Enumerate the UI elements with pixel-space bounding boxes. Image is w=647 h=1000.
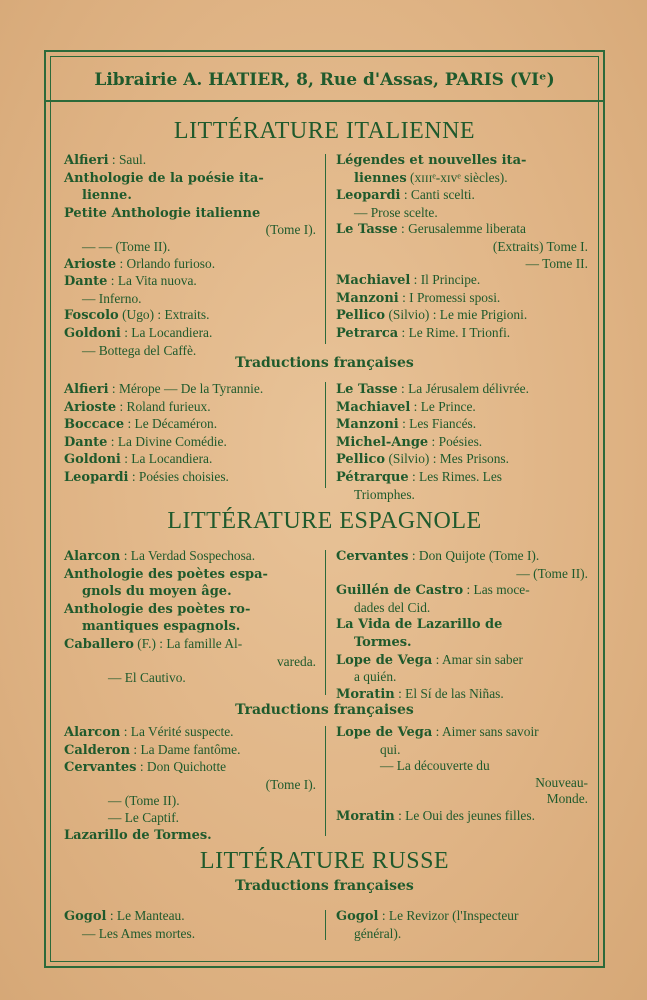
work-title: : Les Fiancés. bbox=[398, 416, 477, 432]
catalog-entry bbox=[64, 654, 316, 671]
catalog-entry bbox=[336, 205, 588, 222]
author-name: Moratin bbox=[336, 686, 395, 702]
author-name: Le Tasse bbox=[336, 382, 398, 397]
catalog-entry bbox=[64, 205, 316, 223]
italian-trad-right-list bbox=[336, 381, 588, 503]
catalog-entry bbox=[64, 399, 316, 417]
author-name: Goldoni bbox=[64, 325, 121, 341]
author-name: Manzoni bbox=[336, 290, 399, 306]
catalog-entry bbox=[64, 583, 316, 601]
column-divider bbox=[325, 726, 326, 836]
work-title: : Le Manteau. bbox=[106, 908, 185, 923]
author-name: Guillén de Castro bbox=[336, 583, 464, 599]
author-name: Pellico bbox=[336, 308, 386, 324]
author-name: liennes bbox=[354, 170, 407, 186]
author-name: Cervantes bbox=[336, 549, 409, 564]
work-title: : Saul. bbox=[108, 152, 147, 167]
work-title: : Canti scelti. bbox=[400, 187, 475, 203]
author-name: Légendes et nouvelles ita- bbox=[336, 153, 527, 168]
work-title: : La Dame fantôme. bbox=[130, 741, 241, 757]
work-title: : Don Quichotte bbox=[136, 759, 227, 775]
work-title: : La Divine Comédie. bbox=[107, 433, 227, 449]
author-name: Anthologie des poètes ro- bbox=[64, 601, 251, 617]
work-title: : Il Principe. bbox=[410, 272, 481, 288]
work-title: : La Locandiera. bbox=[120, 451, 213, 467]
catalog-entry bbox=[64, 451, 316, 469]
author-name: Anthologie des poètes espa- bbox=[64, 566, 268, 582]
author-name: Anthologie de la poésie ita- bbox=[64, 170, 264, 186]
work-title: : Le Décaméron. bbox=[124, 416, 218, 432]
author-name: Arioste bbox=[64, 399, 117, 415]
work-title: — La découverte du bbox=[380, 758, 490, 774]
catalog-entry bbox=[336, 239, 588, 256]
author-name: Alfieri bbox=[64, 153, 109, 168]
work-title: (Silvio) : Mes Prisons. bbox=[385, 451, 509, 467]
work-title: : La Verdad Sospechosa. bbox=[120, 548, 256, 563]
work-title: (Tome I). bbox=[265, 222, 316, 238]
author-name: Lazarillo de Tormes. bbox=[64, 827, 212, 843]
author-name: Pellico bbox=[336, 452, 386, 468]
catalog-entry bbox=[336, 399, 588, 417]
catalog-entry bbox=[64, 793, 316, 810]
author-name: Gogol bbox=[336, 909, 379, 924]
catalog-entry bbox=[336, 381, 588, 399]
catalog-entry bbox=[336, 808, 588, 826]
catalog-entry bbox=[336, 152, 588, 170]
spanish-trad-left-list bbox=[64, 724, 316, 844]
author-name: Gogol bbox=[64, 909, 107, 924]
catalog-entry bbox=[336, 451, 588, 469]
column-divider bbox=[325, 550, 326, 695]
work-title: : Le Oui des jeunes filles. bbox=[394, 807, 535, 823]
author-name: Tormes. bbox=[354, 634, 412, 650]
work-title: a quién. bbox=[354, 669, 397, 685]
catalog-entry bbox=[64, 239, 316, 256]
catalog-entry bbox=[336, 582, 588, 600]
catalog-entry bbox=[64, 273, 316, 291]
work-title: : La Vérité suspecte. bbox=[120, 724, 234, 739]
catalog-entry bbox=[64, 636, 316, 654]
spanish-translations-title: Traductions françaises bbox=[235, 702, 414, 718]
column-divider bbox=[325, 910, 326, 940]
catalog-entry bbox=[64, 566, 316, 584]
work-title: : Gerusalemme liberata bbox=[397, 221, 526, 237]
catalog-entry bbox=[336, 469, 588, 487]
catalog-entry bbox=[336, 548, 588, 566]
author-name: mantiques espagnols. bbox=[82, 619, 241, 635]
work-title: — Tome II. bbox=[525, 255, 588, 271]
spanish-trad-right-list bbox=[336, 724, 588, 826]
italian-right-list bbox=[336, 152, 588, 343]
catalog-entry bbox=[64, 670, 316, 687]
catalog-entry bbox=[336, 256, 588, 273]
author-name: Le Tasse bbox=[336, 222, 398, 238]
section-title-italian: LITTÉRATURE ITALIENNE bbox=[173, 118, 476, 144]
catalog-entry bbox=[64, 416, 316, 434]
italian-trad-left-list bbox=[64, 381, 316, 487]
work-title: — Les Ames mortes. bbox=[82, 925, 196, 941]
publisher-header: Librairie A. HATIER, 8, Rue d'Assas, PARIS (VIᵉ) bbox=[46, 60, 603, 102]
catalog-entry bbox=[336, 434, 588, 452]
author-name: Leopardi bbox=[64, 469, 129, 485]
work-title: — Le Captif. bbox=[108, 809, 180, 825]
author-name: Leopardi bbox=[336, 188, 401, 204]
catalog-entry bbox=[64, 827, 316, 845]
catalog-entry bbox=[64, 325, 316, 343]
work-title: dades del Cid. bbox=[354, 599, 431, 615]
catalog-entry bbox=[336, 221, 588, 239]
work-title: : Poésies. bbox=[428, 433, 483, 449]
catalog-entry bbox=[336, 325, 588, 343]
catalog-entry bbox=[64, 307, 316, 325]
catalog-entry bbox=[336, 416, 588, 434]
catalog-entry bbox=[336, 926, 588, 943]
russian-translations-title: Traductions françaises bbox=[235, 878, 414, 894]
author-name: Pétrarque bbox=[336, 469, 409, 485]
work-title: Monde. bbox=[546, 791, 588, 807]
catalog-entry bbox=[64, 152, 316, 170]
catalog-entry bbox=[336, 758, 588, 775]
author-name: Lope de Vega bbox=[336, 725, 433, 740]
author-name: Petite Anthologie italienne bbox=[64, 205, 261, 221]
italian-left-list bbox=[64, 152, 316, 359]
work-title: : Roland furieux. bbox=[116, 398, 211, 414]
work-title: : Les Rimes. Les bbox=[408, 468, 502, 484]
author-name: Foscolo bbox=[64, 308, 119, 324]
catalog-entry bbox=[336, 634, 588, 652]
catalog-entry bbox=[336, 686, 588, 704]
author-name: Lope de Vega bbox=[336, 652, 433, 668]
author-name: Michel-Ange bbox=[336, 434, 429, 450]
author-name: Boccace bbox=[64, 417, 125, 433]
work-title: : Le Rime. I Trionfi. bbox=[398, 324, 511, 340]
work-title: (xɪɪɪᵉ-xɪᴠᵉ siècles). bbox=[406, 169, 508, 185]
work-title: : Amar sin saber bbox=[432, 651, 524, 667]
catalog-entry bbox=[336, 775, 588, 792]
work-title: : I Promessi sposi. bbox=[398, 289, 501, 305]
author-name: La Vida de Lazarillo de bbox=[336, 617, 503, 633]
catalog-entry bbox=[336, 272, 588, 290]
column-divider bbox=[325, 154, 326, 344]
author-name: Moratin bbox=[336, 808, 395, 824]
catalog-entry bbox=[64, 601, 316, 619]
author-name: gnols du moyen âge. bbox=[82, 584, 232, 600]
catalog-entry bbox=[336, 669, 588, 686]
author-name: Alfieri bbox=[64, 382, 109, 397]
russian-left-list bbox=[64, 908, 316, 942]
catalog-entry bbox=[336, 566, 588, 583]
work-title: : Poésies choisies. bbox=[128, 468, 229, 484]
author-name: Arioste bbox=[64, 256, 117, 272]
work-title: : Aimer sans savoir bbox=[432, 724, 539, 739]
author-name: Dante bbox=[64, 274, 108, 290]
author-name: lienne. bbox=[82, 188, 132, 204]
author-name: Alarcon bbox=[64, 549, 121, 564]
page-frame bbox=[44, 50, 605, 968]
catalog-entry bbox=[336, 616, 588, 634]
work-title: — Inferno. bbox=[82, 290, 142, 306]
catalog-entry bbox=[64, 548, 316, 566]
author-name: Goldoni bbox=[64, 452, 121, 468]
author-name: Petrarca bbox=[336, 325, 399, 341]
catalog-entry bbox=[64, 256, 316, 274]
catalog-entry bbox=[64, 469, 316, 487]
work-title: — — (Tome II). bbox=[82, 238, 171, 254]
author-name: Caballero bbox=[64, 636, 134, 652]
work-title: — Prose scelte. bbox=[354, 204, 438, 220]
author-name: Machiavel bbox=[336, 273, 411, 289]
work-title: général). bbox=[354, 925, 402, 941]
work-title: — (Tome II). bbox=[516, 565, 588, 581]
work-title: : La Jérusalem délivrée. bbox=[397, 381, 529, 396]
catalog-entry bbox=[336, 290, 588, 308]
catalog-entry bbox=[64, 926, 316, 943]
work-title: : Le Revizor (l'Inspecteur bbox=[378, 908, 519, 923]
work-title: Nouveau- bbox=[535, 774, 588, 790]
catalog-entry bbox=[64, 908, 316, 926]
catalog-entry bbox=[64, 810, 316, 827]
russian-right-list bbox=[336, 908, 588, 942]
catalog-entry bbox=[64, 187, 316, 205]
catalog-entry bbox=[64, 291, 316, 308]
work-title: : Las moce- bbox=[463, 582, 530, 598]
work-title: qui. bbox=[380, 741, 401, 757]
work-title: : La Locandiera. bbox=[120, 324, 213, 340]
catalog-entry bbox=[336, 742, 588, 759]
work-title: — (Tome II). bbox=[108, 793, 180, 809]
section-title-spanish: LITTÉRATURE ESPAGNOLE bbox=[167, 508, 482, 534]
catalog-entry bbox=[336, 307, 588, 325]
catalog-entry bbox=[64, 724, 316, 742]
work-title: : Mérope — De la Tyrannie. bbox=[108, 381, 264, 396]
spanish-right-list bbox=[336, 548, 588, 703]
work-title: — El Cautivo. bbox=[108, 670, 186, 686]
catalog-entry bbox=[336, 791, 588, 808]
spanish-left-list bbox=[64, 548, 316, 687]
catalog-entry bbox=[64, 222, 316, 239]
work-title: : El Sí de las Niñas. bbox=[394, 685, 504, 701]
work-title: (Ugo) : Extraits. bbox=[118, 307, 210, 323]
work-title: (Tome I). bbox=[265, 776, 316, 792]
catalog-entry bbox=[336, 187, 588, 205]
italian-translations-title: Traductions françaises bbox=[235, 355, 414, 371]
section-title-russian: LITTÉRATURE RUSSE bbox=[199, 848, 450, 874]
work-title: (F.) : La famille Al- bbox=[133, 635, 243, 651]
catalog-entry bbox=[64, 777, 316, 794]
work-title: : Don Quijote (Tome I). bbox=[408, 548, 540, 563]
work-title: vareda. bbox=[276, 653, 316, 669]
catalog-entry bbox=[64, 742, 316, 760]
author-name: Dante bbox=[64, 434, 108, 450]
catalog-entry bbox=[64, 170, 316, 188]
catalog-entry bbox=[64, 434, 316, 452]
column-divider bbox=[325, 382, 326, 488]
catalog-entry bbox=[64, 618, 316, 636]
author-name: Cervantes bbox=[64, 760, 137, 776]
catalog-entry bbox=[336, 724, 588, 742]
work-title: Triomphes. bbox=[354, 486, 415, 502]
author-name: Machiavel bbox=[336, 399, 411, 415]
catalog-entry bbox=[336, 652, 588, 670]
catalog-entry bbox=[336, 908, 588, 926]
author-name: Calderon bbox=[64, 742, 131, 758]
author-name: Manzoni bbox=[336, 417, 399, 433]
author-name: Alarcon bbox=[64, 725, 121, 740]
catalog-entry bbox=[336, 487, 588, 504]
catalog-entry bbox=[64, 381, 316, 399]
catalog-entry bbox=[336, 170, 588, 188]
catalog-entry bbox=[64, 759, 316, 777]
work-title: : La Vita nuova. bbox=[107, 273, 197, 289]
work-title: : Orlando furioso. bbox=[116, 255, 216, 271]
work-title: : Le Prince. bbox=[410, 398, 476, 414]
work-title: — Bottega del Caffè. bbox=[82, 342, 197, 358]
catalog-entry bbox=[336, 600, 588, 617]
work-title: (Silvio) : Le mie Prigioni. bbox=[385, 307, 528, 323]
work-title: (Extraits) Tome I. bbox=[492, 238, 588, 254]
